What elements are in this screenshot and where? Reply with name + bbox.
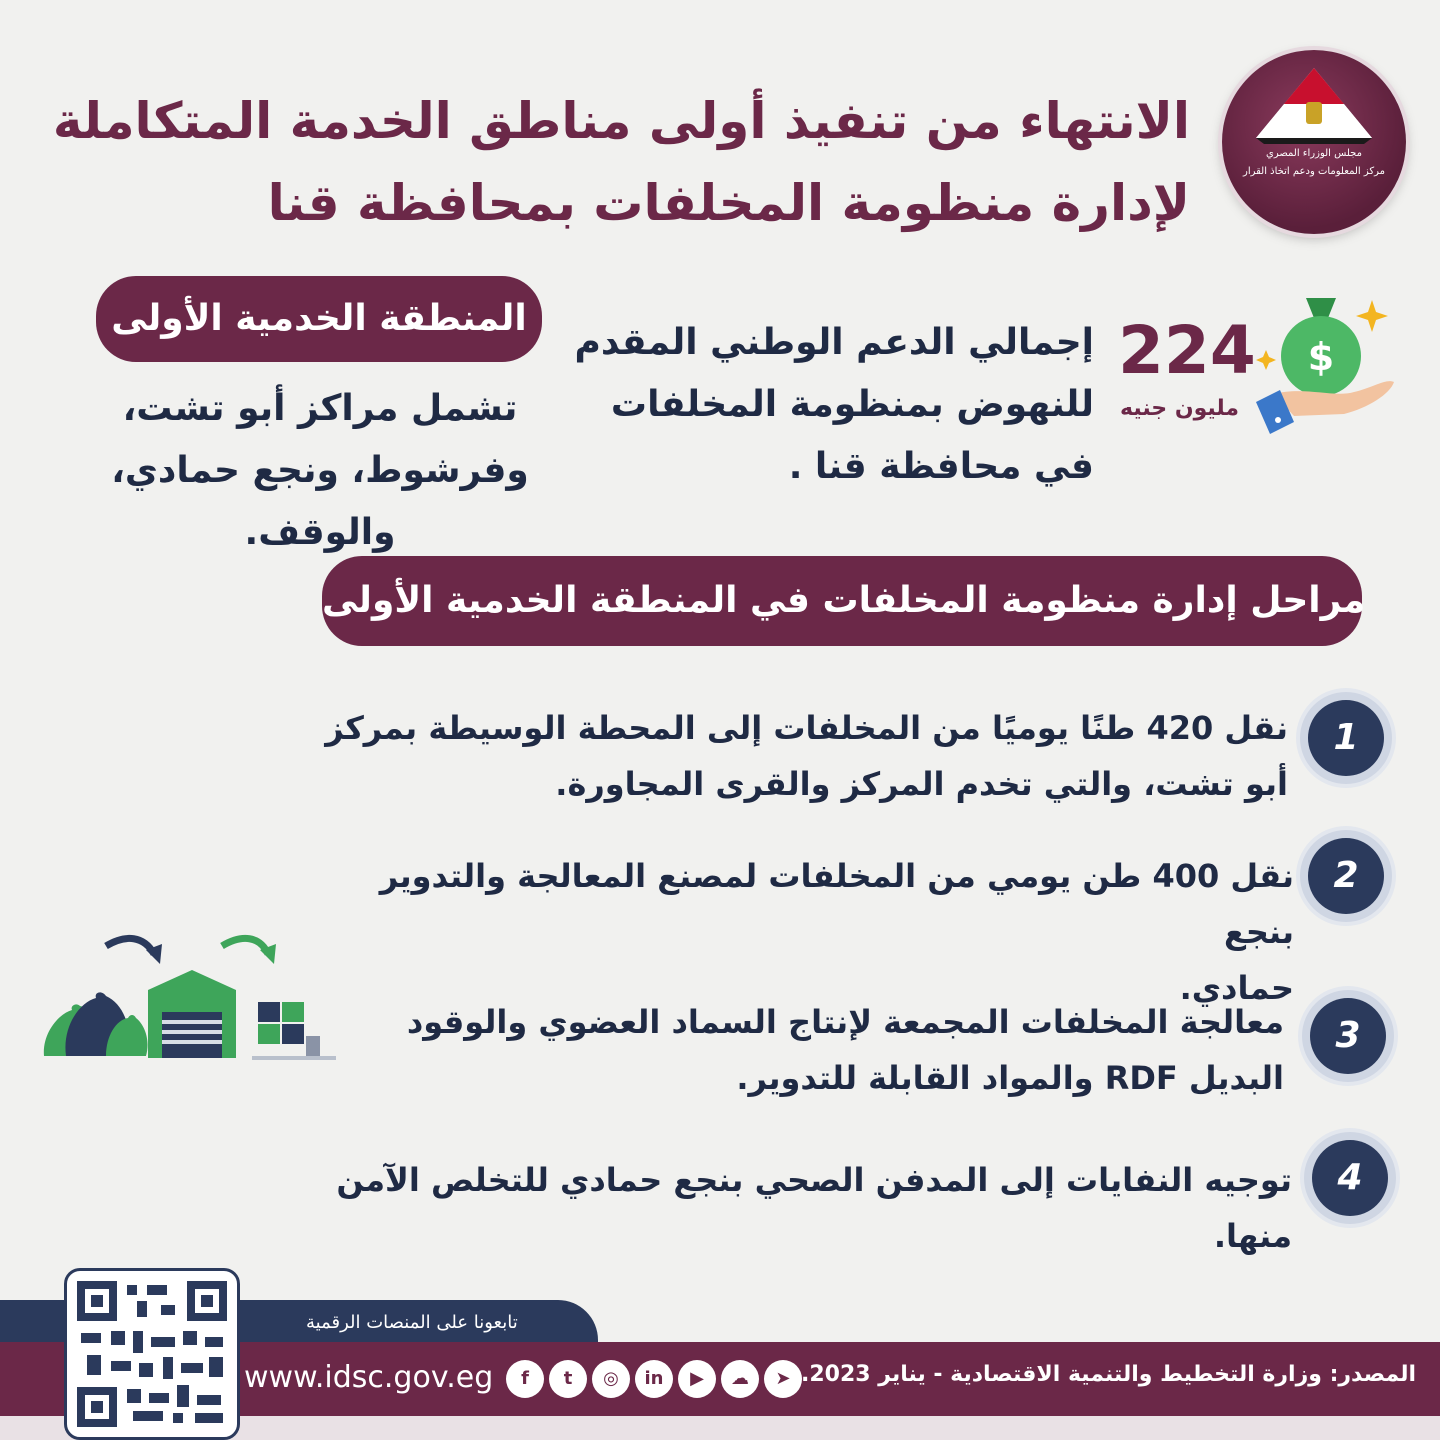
facebook-icon[interactable]: f	[506, 1360, 544, 1398]
support-line-2: للنهوض بمنظومة المخلفات	[610, 384, 1094, 425]
svg-text:$: $	[1307, 335, 1335, 379]
step-2-line-2: حمادي.	[1179, 969, 1294, 1007]
source-citation: المصدر: وزارة التخطيط والتنمية الاقتصادية - يناير 2023.	[801, 1362, 1416, 1387]
step-1-line-1: نقل 420 طنًا يوميًا من المخلفات إلى المحطة الوسيطة بمركز	[325, 709, 1288, 747]
follow-us-label: تابعونا على المنصات الرقمية	[306, 1312, 518, 1333]
step-2-text	[314, 848, 1294, 1016]
support-unit: مليون جنيه	[1120, 396, 1239, 421]
twitter-icon[interactable]: t	[549, 1360, 587, 1398]
eagle-emblem-icon	[1252, 64, 1376, 144]
step-1-line-2: أبو تشت، والتي تخدم المركز والقرى المجاورة.	[555, 765, 1288, 803]
money-bag-hand-icon	[1254, 290, 1398, 444]
step-3-line-1: معالجة المخلفات المجمعة لإنتاج السماد العضوي والوقود	[406, 1003, 1284, 1041]
zone-title-pill: المنطقة الخدمية الأولى	[96, 276, 542, 362]
instagram-icon[interactable]: ◎	[592, 1360, 630, 1398]
zone-description	[40, 378, 600, 564]
support-amount: 224	[1118, 312, 1256, 389]
qr-code-icon	[77, 1281, 227, 1427]
step-1-text	[308, 700, 1288, 812]
step-2-line-1: نقل 400 طن يومي من المخلفات لمصنع المعالجة والتدوير بنجع	[379, 857, 1294, 951]
step-4-line-1: توجيه النفايات إلى المدفن الصحي بنجع حمادي للتخلص الآمن منها.	[336, 1161, 1292, 1255]
logo-line-1: مجلس الوزراء المصري	[1266, 148, 1362, 159]
logo-line-2: مركز المعلومات ودعم اتخاذ القرار	[1242, 166, 1386, 177]
step-3-line-2: البديل RDF والمواد القابلة للتدوير.	[736, 1059, 1284, 1097]
step-4-text	[292, 1152, 1292, 1264]
telegram-icon[interactable]: ➤	[764, 1360, 802, 1398]
soundcloud-icon[interactable]: ☁	[721, 1360, 759, 1398]
zone-line-1: تشمل مراكز أبو تشت،	[122, 388, 518, 429]
step-3-text	[384, 994, 1284, 1106]
youtube-icon[interactable]: ▶	[678, 1360, 716, 1398]
page-title-line-1: الانتهاء من تنفيذ أولى مناطق الخدمة المتكاملة	[52, 92, 1190, 150]
step-2-number: 2	[1308, 838, 1384, 914]
recycling-process-icon	[40, 930, 340, 1070]
step-3-number: 3	[1310, 998, 1386, 1074]
support-line-3: في محافظة قنا .	[788, 446, 1094, 487]
linkedin-icon[interactable]: in	[635, 1360, 673, 1398]
qr-code[interactable]	[64, 1268, 240, 1440]
website-link[interactable]: www.idsc.gov.eg	[244, 1360, 494, 1395]
step-4-number: 4	[1312, 1140, 1388, 1216]
support-line-1: إجمالي الدعم الوطني المقدم	[574, 322, 1094, 363]
cabinet-logo	[1222, 50, 1406, 234]
zone-line-2: وفرشوط، ونجع حمادي، والوقف.	[111, 450, 529, 553]
page-title-line-2: لإدارة منظومة المخلفات بمحافظة قنا	[267, 174, 1190, 232]
phases-title-pill: مراحل إدارة منظومة المخلفات في المنطقة الخدمية الأولى	[322, 556, 1362, 646]
step-1-number: 1	[1308, 700, 1384, 776]
support-description	[574, 312, 1094, 498]
